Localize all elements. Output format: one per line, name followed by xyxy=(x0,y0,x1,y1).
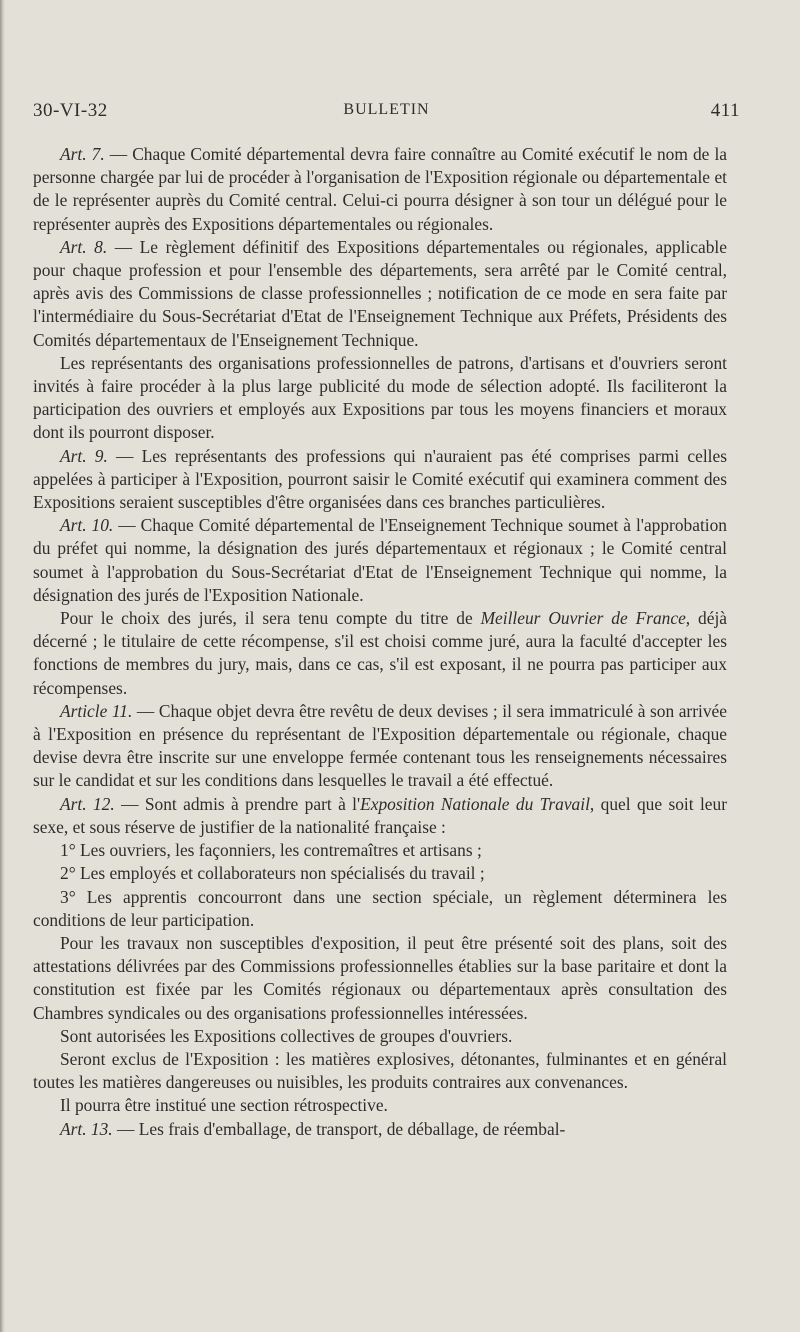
document-body xyxy=(33,143,727,1141)
paragraph-art-7 xyxy=(33,143,727,236)
paragraph-choix-jures xyxy=(33,607,727,700)
paragraph-text: Pour le choix des jurés, il sera tenu compte du titre de xyxy=(60,608,481,629)
paragraph-text: — Chaque Comité départemental de l'Enseignement Technique soumet à l'approbation du préfet qui nomme, la désignation des jurés départementaux et régionaux ; le Comité central soumet à l'approbation du Sous-Secrétariat d'Etat de l'Enseignement Technique qui nomme, la désignation des jurés de l'Exposition Nationale. xyxy=(33,515,728,605)
article-label: Art. 7. xyxy=(60,144,105,164)
paragraph-art-8 xyxy=(33,236,727,352)
italic-title: Meilleur Ouvrier de France xyxy=(480,608,686,629)
paragraph-text: 3° Les apprentis concourront dans une section spéciale, un règlement déterminera les conditions de leur participation. xyxy=(33,886,727,930)
paragraph-text: — Chaque objet devra être revêtu de deux devises ; il sera immatriculé à son arrivée à l'Exposition en présence du représentant de l'Exposition départementale ou régionale, chaque devise devra être inscrite sur une enveloppe fermée contenant tous les renseignements nécessaires sur le candidat et sur les conditions dans lesquelles le travail a été effectué. xyxy=(33,700,727,791)
list-item-2 xyxy=(33,862,727,885)
paragraph-text: — Chaque Comité départemental devra faire connaître au Comité exécutif le nom de la personne chargée par lui de procéder à l'organisation de l'Exposition régionale ou départementale et de le représenter auprès du Comité central. Celui-ci pourra désigner à son tour un délégué pour le représenter auprès des Expositions départementales ou régionales. xyxy=(33,144,727,234)
paragraph-art-13 xyxy=(33,1118,727,1141)
paragraph-text: Pour les travaux non susceptibles d'exposition, il peut être présenté soit des plans, soit des attestations délivrées par des Commissions professionnelles établies sur la base paritaire et dont la constitution est fixée par les Comités régionaux ou départementaux après consultation des Chambres syndicales ou des organisations professionnelles intéressées. xyxy=(33,932,727,1023)
article-label: Article 11. xyxy=(60,700,133,721)
paragraph-text: Les représentants des organisations professionnelles de patrons, d'artisans et d'ouvriers seront invités à faire procéder à la plus large publicité du mode de sélection adopté. Ils faciliteront la participation des ouvriers et employés aux Expositions par tous les moyens financiers et moraux dont ils pourront disposer. xyxy=(33,352,727,443)
paragraph-collectives xyxy=(33,1025,727,1048)
paragraph-travaux xyxy=(33,932,727,1025)
paragraph-text: — Les représentants des professions qui n'auraient pas été comprises parmi celles appelées à participer à l'Exposition, pourront saisir le Comité exécutif qui examinera comment des Expositions seraient susceptibles d'être organisées dans ces branches particulières. xyxy=(33,445,727,513)
paragraph-representants xyxy=(33,352,727,445)
paragraph-text: Il pourra être institué une section rétrospective. xyxy=(60,1095,388,1116)
italic-title: Exposition Nationale du Travail xyxy=(360,793,590,814)
page-number: 411 xyxy=(710,100,740,121)
paragraph-text-after: , déjà décerné ; le titulaire de cette récompense, s'il est choisi comme juré, aura la faculté d'accepter les fonctions de membres du jury, mais, dans ce cas, s'il est exposant, il ne pourra pas participer aux récompenses. xyxy=(33,608,727,698)
list-item-3 xyxy=(33,886,727,932)
paragraph-article-11 xyxy=(33,700,727,793)
list-item-1 xyxy=(33,839,727,862)
paragraph-text: — Sont admis à prendre part à l' xyxy=(114,793,361,814)
page-edge-shadow xyxy=(0,0,5,1332)
paragraph-art-12 xyxy=(33,793,727,839)
article-label: Art. 8. xyxy=(60,236,108,257)
paragraph-text: — Le règlement définitif des Expositions départementales ou régionales, applicable pour chaque profession et pour l'ensemble des départements, sera arrêté par le Comité central, après avis des Commissions de classe professionnelles ; notification de ce mode en sera faite par l'intermédiaire du Sous-Secrétariat d'Etat de l'Enseignement Technique aux Préfets, Présidents des Comités départementaux de l'Enseignement Technique. xyxy=(33,236,727,350)
paragraph-text: — Les frais d'emballage, de transport, de déballage, de réembal- xyxy=(112,1118,566,1139)
paragraph-retrospective xyxy=(33,1094,727,1117)
page-header xyxy=(33,100,740,130)
paragraph-text: 2° Les employés et collaborateurs non spécialisés du travail ; xyxy=(60,863,485,884)
paragraph-art-10 xyxy=(33,514,727,607)
paragraph-text: 1° Les ouvriers, les façonniers, les contremaîtres et artisans ; xyxy=(60,840,482,861)
paragraph-text-after: , quel que soit leur sexe, et sous réserve de justifier de la nationalité française : xyxy=(33,793,728,837)
paragraph-text: Seront exclus de l'Exposition : les matières explosives, détonantes, fulminantes et en général toutes les matières dangereuses ou nuisibles, les produits contraires aux convenances. xyxy=(33,1048,727,1093)
article-label: Art. 10. xyxy=(60,515,114,536)
header-title: BULLETIN xyxy=(343,101,430,118)
paragraph-text: Sont autorisées les Expositions collectives de groupes d'ouvriers. xyxy=(60,1025,513,1046)
header-date: 30-VI-32 xyxy=(33,100,108,121)
article-label: Art. 9. xyxy=(60,445,108,466)
paragraph-art-9 xyxy=(33,445,727,515)
paragraph-exclus xyxy=(33,1048,727,1094)
article-label: Art. 12. xyxy=(60,793,115,814)
article-label: Art. 13. xyxy=(60,1118,113,1139)
